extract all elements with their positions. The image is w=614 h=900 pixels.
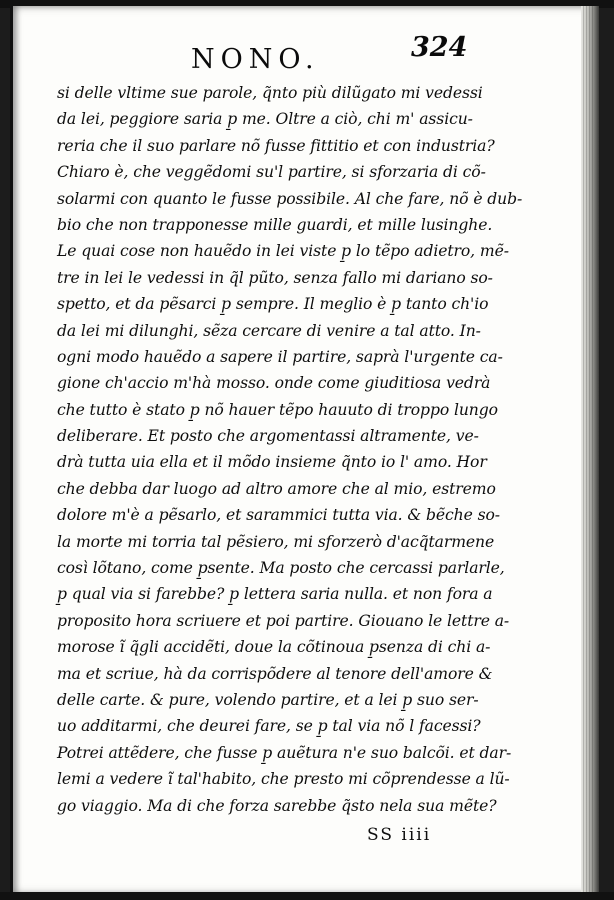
- body-text: [57, 80, 577, 819]
- page-edge-leaves: [583, 6, 595, 894]
- text-line: che tutto è stato p̱ nõ hauer tẽpo hauuto di troppo lungo: [57, 400, 498, 419]
- text-line: p̱ qual via si farebbe? p̱ lettera saria nulla. et non fora a: [57, 585, 493, 604]
- text-line: deliberare. Et posto che argomentassi altramente, ve-: [57, 427, 479, 446]
- text-line: ma et scriue, hà da corrispõdere al tenore dell'amore &: [57, 664, 493, 683]
- text-line: si delle vltime sue parole, q̃nto più dilũgato mi vedessi: [57, 84, 483, 102]
- text-line: ogni modo hauẽdo a sapere il partire, saprà l'urgente ca-: [57, 347, 503, 366]
- text-line: tre in lei le vedessi in q̃l pũto, senza fallo mi dariano so-: [57, 268, 493, 287]
- text-line: gione ch'accio m'hà mosso. onde come giuditiosa vedrà: [57, 374, 491, 393]
- text-line: da lei mi dilunghi, sẽza cercare di venire a tal atto. In-: [57, 321, 481, 340]
- text-line: bio che non trapponesse mille guardi, et mille lusinghe.: [57, 215, 493, 234]
- text-line: drà tutta uia ella et il mõdo insieme q̃nto io l' amo. Hor: [57, 453, 487, 472]
- scan-border-bottom: [0, 892, 614, 900]
- text-line: uo additarmi, che deurei fare, se p̱ tal via nõ l facessi?: [57, 717, 481, 736]
- page-sheet: [10, 6, 599, 894]
- signature-mark: SS iiii: [367, 825, 432, 845]
- text-line: delle carte. & pure, volendo partire, et a lei p̱ suo ser-: [57, 690, 479, 709]
- text-line: dolore m'è a pẽsarlo, et sarammici tutta via. & bẽche so-: [57, 506, 500, 525]
- text-line: go viaggio. Ma di che forza sarebbe q̃sto nela sua mẽte?: [57, 796, 497, 815]
- text-line: reria che il suo parlare nõ fusse fittitio et con industria?: [57, 136, 495, 155]
- text-line: lemi a vedere ĩ tal'habito, che presto mi cõprendesse a lũ-: [57, 770, 510, 789]
- page-number: 324: [411, 32, 468, 63]
- text-line: solarmi con quanto le fusse possibile. Al che fare, nõ è dub-: [57, 189, 523, 208]
- text-line: Potrei attẽdere, che fusse p̱ auẽtura n'e suo balcõi. et dar-: [57, 743, 512, 762]
- text-line: Chiaro è, che veggẽdomi su'l partire, si sforzaria di cõ-: [57, 163, 486, 182]
- text-line: spetto, et da pẽsarci p̱ sempre. Il meglio è p̱ tanto ch'io: [57, 295, 489, 314]
- text-line: che debba dar luogo ad altro amore che al mio, estremo: [57, 479, 496, 498]
- text-line: così lõtano, come p̱sente. Ma posto che cercassi parlarle,: [57, 559, 505, 578]
- text-line: da lei, peggiore saria p̱ me. Oltre a ciò, chi m' assicu-: [57, 110, 473, 129]
- text-line: Le quai cose non hauẽdo in lei viste p̱ lo tẽpo adietro, mẽ-: [57, 242, 509, 261]
- text-line: proposito hora scriuere et poi partire. Giouano le lettre a-: [57, 611, 510, 630]
- text-line: morose ĩ q̃gli accidẽti, doue la cõtinoua p̱senza di chi a-: [57, 638, 491, 657]
- running-head: NONO.: [191, 44, 320, 75]
- text-line: la morte mi torria tal pẽsiero, mi sforzerò d'acq̃tarmene: [57, 532, 495, 551]
